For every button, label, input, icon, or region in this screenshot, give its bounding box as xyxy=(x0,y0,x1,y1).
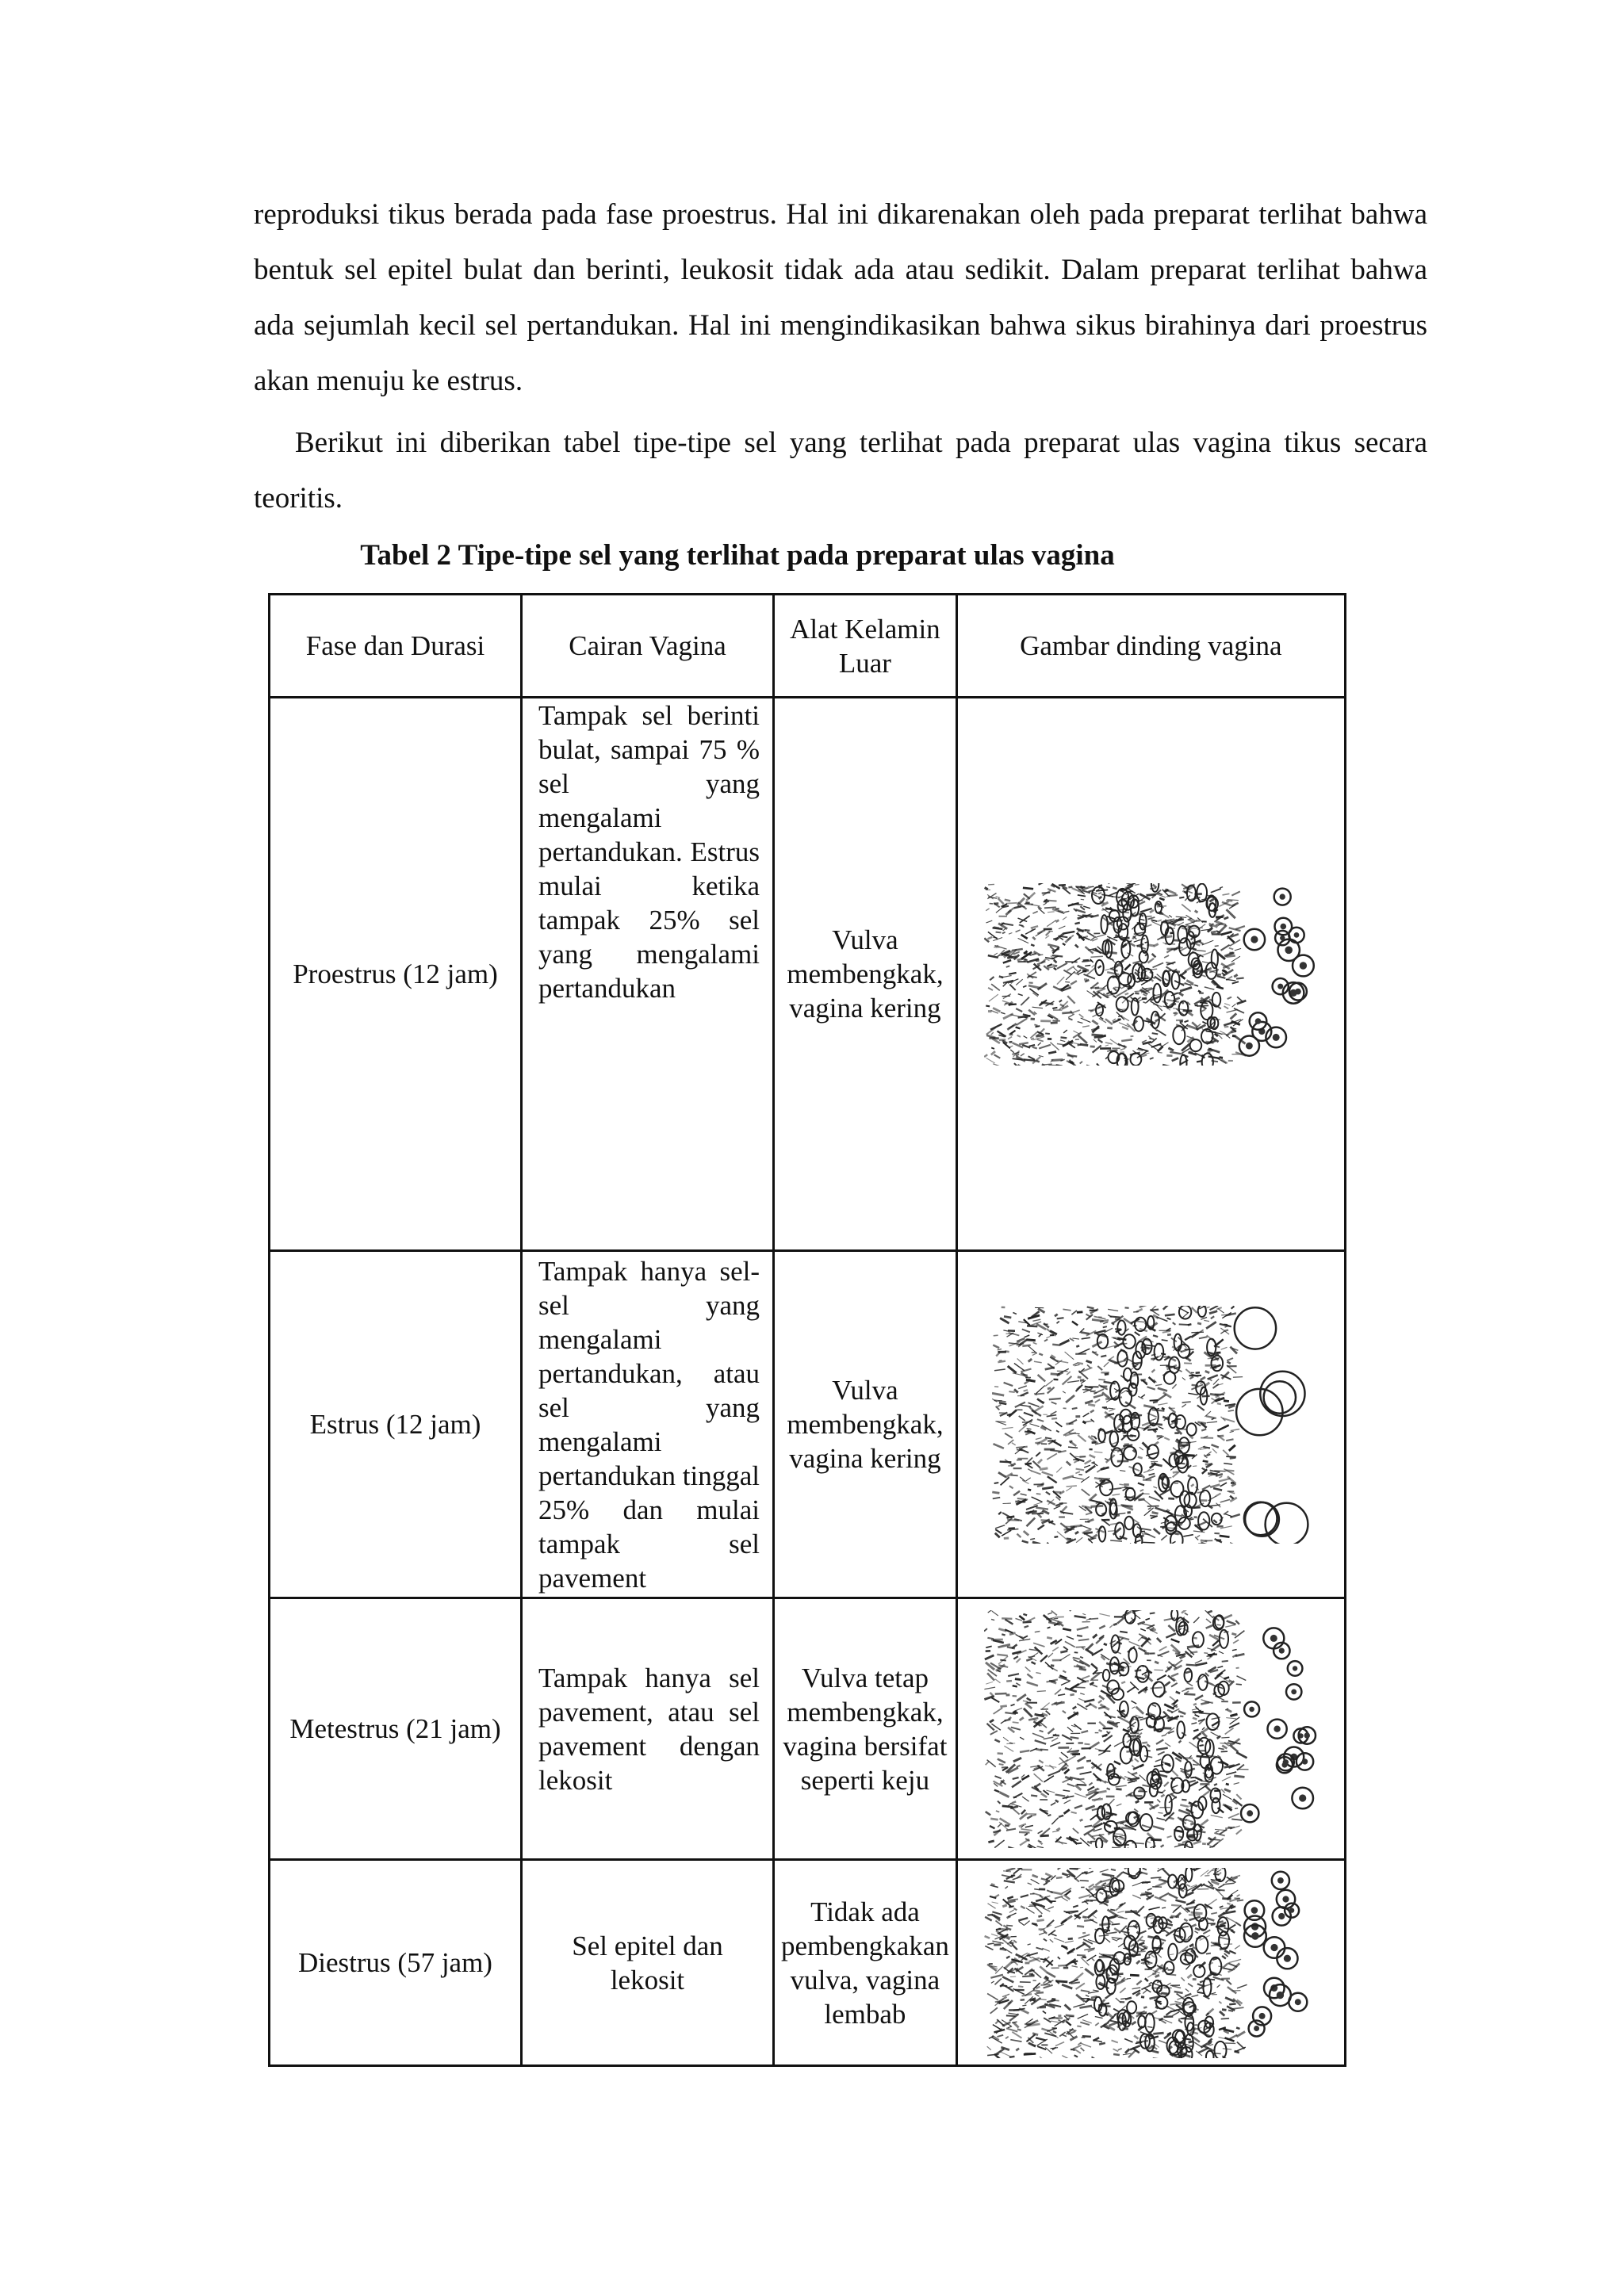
vulva-cell: Vulva membengkak, vagina kering xyxy=(774,1251,957,1598)
body-paragraph-2: Berikut ini diberikan tabel tipe-tipe sel yang terlihat pada preparat ulas vagina tikus secara teoritis. xyxy=(254,427,1427,515)
vaginal-wall-micrograph-icon xyxy=(984,1868,1317,2058)
vaginal-wall-micrograph-icon xyxy=(984,1610,1317,1848)
phase-cell: Metestrus (21 jam) xyxy=(270,1598,522,1860)
phase-cell: Estrus (12 jam) xyxy=(270,1251,522,1598)
header-image: Gambar dinding vagina xyxy=(956,595,1345,698)
fluid-cell: Tampak hanya sel-sel yang mengalami pertandukan, atau sel yang mengalami pertandukan tinggal 25% dan mulai tampak sel pavement xyxy=(522,1251,774,1598)
fluid-cell: Tampak sel berinti bulat, sampai 75 % sel yang mengalami pertandukan. Estrus mulai ketika tampak 25% sel yang mengalami pertandukan xyxy=(522,698,774,1251)
header-fluid: Cairan Vagina xyxy=(522,595,774,698)
fluid-cell: Tampak hanya sel pavement, atau sel pavement dengan lekosit xyxy=(522,1598,774,1860)
table-header-row xyxy=(270,595,1346,698)
vulva-cell: Vulva membengkak, vagina kering xyxy=(774,698,957,1251)
header-phase: Fase dan Durasi xyxy=(270,595,522,698)
image-cell xyxy=(956,1598,1345,1860)
table-row xyxy=(270,1251,1346,1598)
phase-cell: Proestrus (12 jam) xyxy=(270,698,522,1251)
body-paragraph-1: reproduksi tikus berada pada fase proestrus. Hal ini dikarenakan oleh pada preparat terlihat bahwa bentuk sel epitel bulat dan berinti, leukosit tidak ada atau sedikit. Dalam preparat terlihat bahwa ada sejumlah kecil sel pertandukan. Hal ini mengindikasikan bahwa sikus birahinya dari proestrus akan menuju ke estrus. xyxy=(254,198,1427,397)
image-cell xyxy=(956,1860,1345,2066)
vulva-cell: Tidak ada pembengkakan vulva, vagina lembab xyxy=(774,1860,957,2066)
table-row xyxy=(270,698,1346,1251)
vulva-cell: Vulva tetap membengkak, vagina bersifat seperti keju xyxy=(774,1598,957,1860)
phase-cell: Diestrus (57 jam) xyxy=(270,1860,522,2066)
image-cell xyxy=(956,1251,1345,1598)
header-vulva: Alat Kelamin Luar xyxy=(774,595,957,698)
vaginal-wall-micrograph-icon xyxy=(992,1306,1309,1544)
phase-table xyxy=(268,593,1346,2067)
table-caption: Tabel 2 Tipe-tipe sel yang terlihat pada preparat ulas vagina xyxy=(360,539,1115,572)
table-row xyxy=(270,1860,1346,2066)
fluid-cell: Sel epitel dan lekosit xyxy=(522,1860,774,2066)
vaginal-wall-micrograph-icon xyxy=(984,883,1317,1066)
image-cell xyxy=(956,698,1345,1251)
table-row xyxy=(270,1598,1346,1860)
